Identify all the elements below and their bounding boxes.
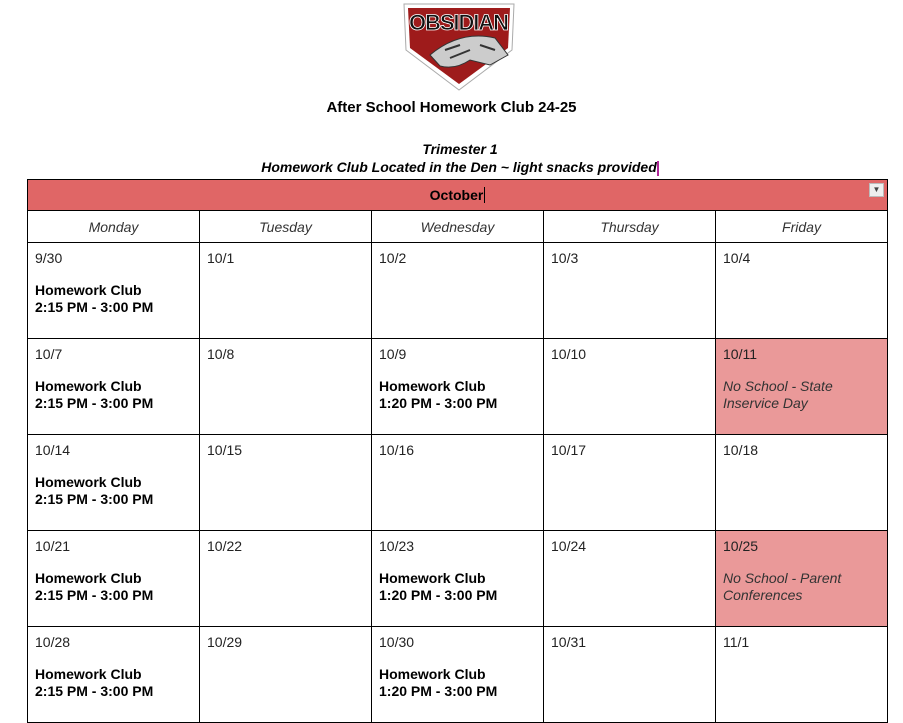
location-note	[0, 159, 903, 176]
text-cursor	[657, 161, 659, 176]
date-label: 10/28	[35, 634, 71, 650]
day-cell[interactable]	[200, 435, 372, 531]
event-time: 1:20 PM - 3:00 PM	[379, 395, 498, 411]
day-cell[interactable]	[28, 339, 200, 435]
day-cell[interactable]	[372, 243, 544, 339]
day-cell[interactable]	[200, 243, 372, 339]
date-label: 10/10	[551, 346, 587, 362]
day-cell[interactable]	[544, 435, 716, 531]
day-header-friday: Friday	[716, 211, 888, 243]
day-cell[interactable]	[544, 243, 716, 339]
date-label: 10/30	[379, 634, 415, 650]
day-header-monday: Monday	[28, 211, 200, 243]
date-label: 10/23	[379, 538, 415, 554]
page-title: After School Homework Club 24-25	[326, 99, 577, 116]
day-cell[interactable]	[716, 627, 888, 723]
date-label: 10/15	[207, 442, 243, 458]
day-header-tuesday: Tuesday	[200, 211, 372, 243]
month-label: October	[429, 187, 484, 203]
date-label: 10/29	[207, 634, 243, 650]
obsidian-logo	[400, 0, 518, 92]
date-label: 10/21	[35, 538, 71, 554]
day-cell[interactable]	[28, 531, 200, 627]
week-row	[28, 627, 888, 723]
location-text: Homework Club Located in the Den ~ light snacks provided	[261, 159, 657, 175]
date-label: 10/14	[35, 442, 71, 458]
event-title: Homework Club	[35, 378, 142, 394]
event-title: Homework Club	[379, 570, 486, 586]
event-time: 2:15 PM - 3:00 PM	[35, 491, 154, 507]
day-header-wednesday: Wednesday	[372, 211, 544, 243]
date-label: 10/7	[35, 346, 63, 362]
day-cell[interactable]	[200, 627, 372, 723]
calendar-table	[27, 179, 888, 723]
event-time: 1:20 PM - 3:00 PM	[379, 683, 498, 699]
event-time: 1:20 PM - 3:00 PM	[379, 587, 498, 603]
date-label: 10/16	[379, 442, 415, 458]
event-time: 2:15 PM - 3:00 PM	[35, 587, 154, 603]
date-label: 10/11	[723, 346, 757, 362]
date-label: 9/30	[35, 250, 63, 266]
day-cell[interactable]	[716, 435, 888, 531]
day-cell[interactable]	[716, 243, 888, 339]
event-title: Homework Club	[379, 666, 486, 682]
date-label: 10/31	[551, 634, 587, 650]
date-label: 10/22	[207, 538, 243, 554]
event-title: Homework Club	[35, 570, 142, 586]
date-label: 10/4	[723, 250, 751, 266]
event-time: 2:15 PM - 3:00 PM	[35, 299, 154, 315]
event-time: 2:15 PM - 3:00 PM	[35, 395, 154, 411]
date-label: 10/17	[551, 442, 587, 458]
day-cell[interactable]	[544, 339, 716, 435]
date-label: 10/18	[723, 442, 759, 458]
week-row	[28, 339, 888, 435]
week-row	[28, 435, 888, 531]
month-header[interactable]	[28, 180, 888, 211]
day-cell[interactable]	[372, 531, 544, 627]
event-title: Homework Club	[35, 474, 142, 490]
dropdown-arrow-icon[interactable]: ▼	[869, 183, 884, 197]
no-school-note: No School - Parent Conferences	[723, 570, 842, 603]
day-cell[interactable]	[716, 531, 888, 627]
day-cell[interactable]	[372, 339, 544, 435]
day-cell[interactable]	[28, 627, 200, 723]
day-cell[interactable]	[544, 531, 716, 627]
day-cell[interactable]	[200, 531, 372, 627]
day-cell[interactable]	[372, 435, 544, 531]
day-cell[interactable]	[28, 435, 200, 531]
date-label: 10/24	[551, 538, 587, 554]
event-title: Homework Club	[379, 378, 486, 394]
date-label: 10/8	[207, 346, 235, 362]
day-cell[interactable]	[372, 627, 544, 723]
day-cell[interactable]	[200, 339, 372, 435]
no-school-note: No School - State Inservice Day	[723, 378, 833, 411]
date-label: 11/1	[723, 634, 750, 650]
date-label: 10/1	[207, 250, 235, 266]
week-row	[28, 243, 888, 339]
week-row	[28, 531, 888, 627]
event-time: 2:15 PM - 3:00 PM	[35, 683, 154, 699]
day-cell[interactable]	[28, 243, 200, 339]
date-label: 10/3	[551, 250, 579, 266]
date-label: 10/9	[379, 346, 407, 362]
event-title: Homework Club	[35, 666, 142, 682]
date-label: 10/2	[379, 250, 407, 266]
trimester-label: Trimester 1	[422, 141, 498, 157]
day-header-thursday: Thursday	[544, 211, 716, 243]
day-cell[interactable]	[716, 339, 888, 435]
event-title: Homework Club	[35, 282, 142, 298]
svg-text:OBSIDIAN: OBSIDIAN	[409, 10, 509, 35]
date-label: 10/25	[723, 538, 759, 554]
day-cell[interactable]	[544, 627, 716, 723]
